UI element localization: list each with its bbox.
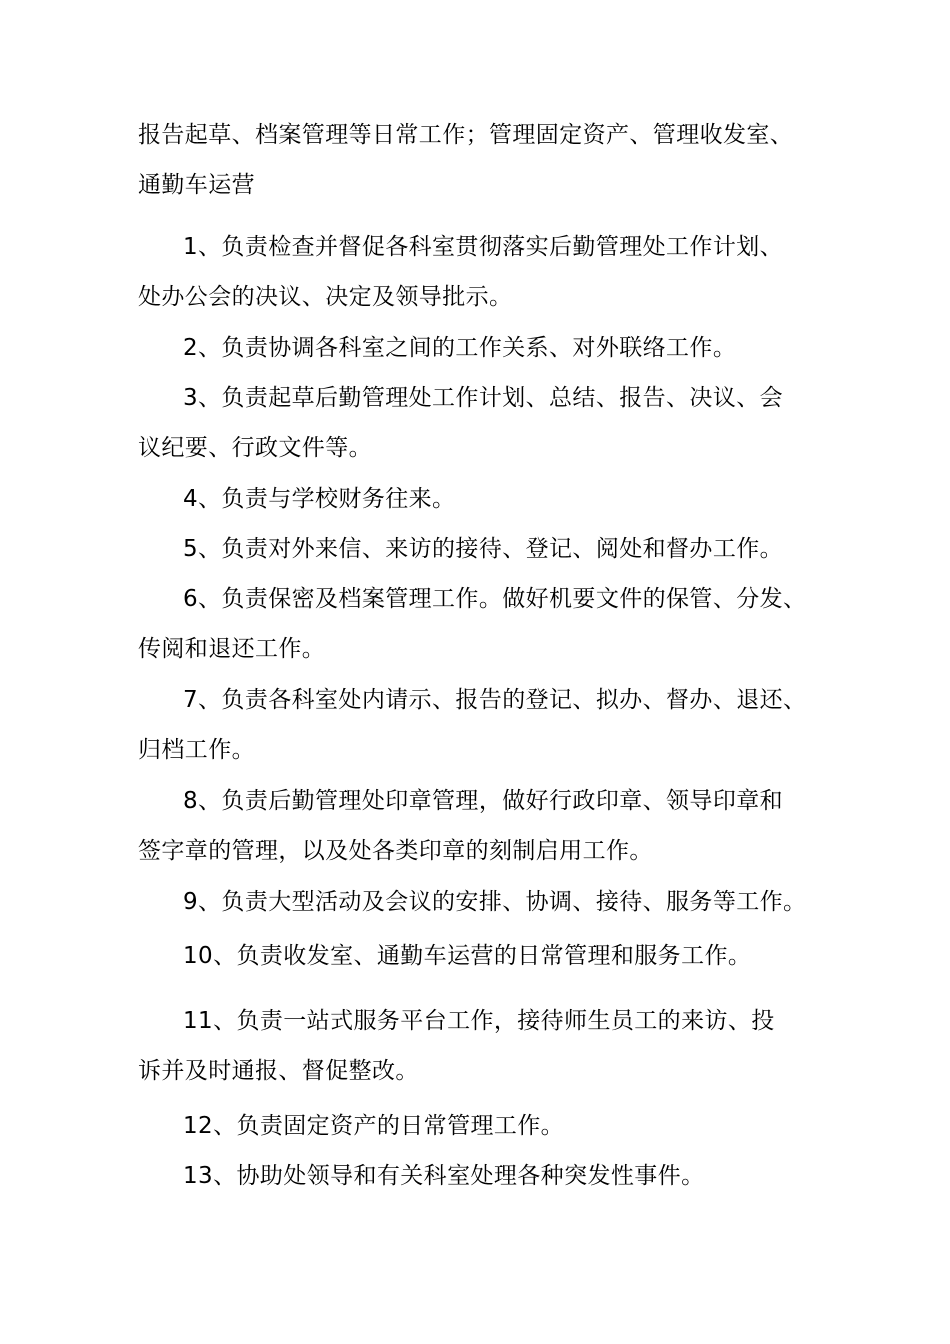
item-5-line-1: 5、负责对外来信、来访的接待、登记、阅处和督办工作。	[183, 536, 784, 562]
item-10-line-1: 10、负责收发室、通勤车运营的日常管理和服务工作。	[183, 943, 752, 969]
item-3-line-2: 议纪要、行政文件等。	[138, 435, 372, 461]
item-6-line-2: 传阅和退还工作。	[138, 636, 326, 662]
item-13-line-1: 13、协助处领导和有关科室处理各种突发性事件。	[183, 1163, 705, 1189]
item-4-line-1: 4、负责与学校财务往来。	[183, 486, 456, 512]
item-8-line-2: 签字章的管理，以及处各类印章的刻制启用工作。	[138, 838, 653, 864]
item-6-line-1: 6、负责保密及档案管理工作。做好机要文件的保管、分发、	[183, 586, 807, 612]
item-2-line-1: 2、负责协调各科室之间的工作关系、对外联络工作。	[183, 335, 737, 361]
item-7-line-2: 归档工作。	[138, 737, 255, 763]
item-8-line-1: 8、负责后勤管理处印章管理，做好行政印章、领导印章和	[183, 788, 784, 814]
item-11-line-2: 诉并及时通报、督促整改。	[138, 1058, 419, 1084]
intro-line-1: 报告起草、档案管理等日常工作；管理固定资产、管理收发室、	[138, 122, 794, 148]
item-11-line-1: 11、负责一站式服务平台工作，接待师生员工的来访、投	[183, 1008, 775, 1034]
item-7-line-1: 7、负责各科室处内请示、报告的登记、拟办、督办、退还、	[183, 687, 807, 713]
item-12-line-1: 12、负责固定资产的日常管理工作。	[183, 1113, 565, 1139]
item-1-line-1: 1、负责检查并督促各科室贯彻落实后勤管理处工作计划、	[183, 234, 784, 260]
item-3-line-1: 3、负责起草后勤管理处工作计划、总结、报告、决议、会	[183, 385, 784, 411]
intro-line-2: 通勤车运营	[138, 172, 255, 198]
item-1-line-2: 处办公会的决议、决定及领导批示。	[138, 284, 513, 310]
item-9-line-1: 9、负责大型活动及会议的安排、协调、接待、服务等工作。	[183, 889, 807, 915]
